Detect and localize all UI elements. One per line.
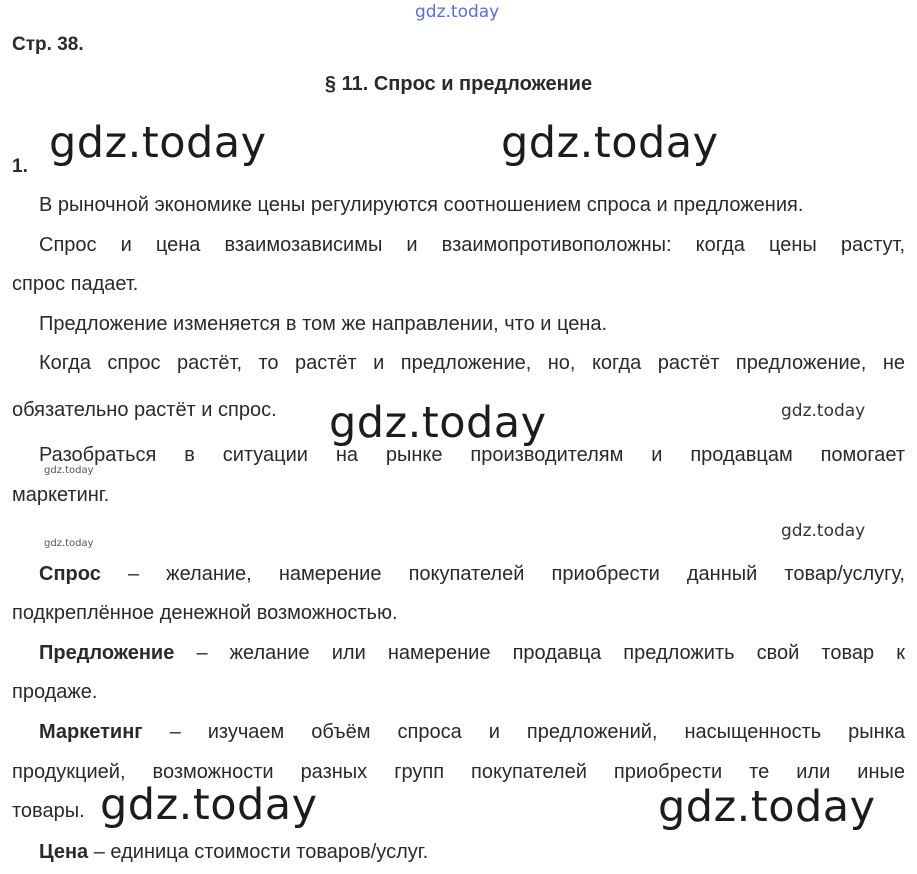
watermark-top: gdz.today — [415, 2, 500, 22]
paragraph-4-line-2: обязательно растёт и спрос. — [12, 399, 277, 421]
definition-marketing-line-3: товары. — [12, 800, 85, 822]
watermark-big: gdz.today — [501, 118, 719, 168]
paragraph-2-line-2: спрос падает. — [12, 273, 139, 295]
paragraph-2-line-1: Спрос и цена взаимозависимы и взаимопротивоположны: когда цены растут, — [39, 234, 905, 256]
definition-predlozhenie-line-2: продаже. — [12, 681, 98, 703]
section-title: § 11. Спрос и предложение — [324, 73, 593, 95]
watermark-mid: gdz.today — [781, 401, 866, 421]
watermark-small: gdz.today — [44, 465, 94, 476]
definition-marketing-line-2: продукцией, возможности разных групп покупателей приобрести те или иные — [12, 761, 905, 783]
definition-cena: Цена – единица стоимости товаров/услуг. — [39, 841, 429, 863]
question-number: 1. — [12, 156, 28, 177]
watermark-big: gdz.today — [100, 780, 318, 830]
paragraph-5-line-1: Разобраться в ситуации на рынке производителям и продавцам помогает — [39, 444, 905, 466]
definition-marketing-line-1: Маркетинг – изучаем объём спроса и предложений, насыщенность рынка — [39, 721, 905, 743]
term-spros: Спрос — [39, 563, 101, 585]
term-marketing: Маркетинг — [39, 721, 143, 743]
term-cena: Цена — [39, 841, 89, 863]
paragraph-3: Предложение изменяется в том же направлении, что и цена. — [39, 313, 608, 335]
watermark-big: gdz.today — [329, 398, 547, 448]
watermark-big: gdz.today — [658, 782, 876, 832]
paragraph-5-line-2: маркетинг. — [12, 484, 110, 506]
watermark-big: gdz.today — [49, 118, 267, 168]
watermark-mid: gdz.today — [781, 521, 866, 541]
definition-predlozhenie-line-1: Предложение – желание или намерение продавца предложить свой товар к — [39, 642, 905, 664]
definition-spros-line-1: Спрос – желание, намерение покупателей приобрести данный товар/услугу, — [39, 563, 905, 585]
definition-spros-line-2: подкреплённое денежной возможностью. — [12, 602, 398, 624]
paragraph-4-line-1: Когда спрос растёт, то растёт и предложение, но, когда растёт предложение, не — [39, 352, 905, 374]
paragraph-1: В рыночной экономике цены регулируются соотношением спроса и предложения. — [39, 194, 804, 216]
watermark-small: gdz.today — [44, 538, 94, 549]
term-predlozhenie: Предложение — [39, 642, 175, 664]
page-number: Стр. 38. — [12, 34, 84, 55]
